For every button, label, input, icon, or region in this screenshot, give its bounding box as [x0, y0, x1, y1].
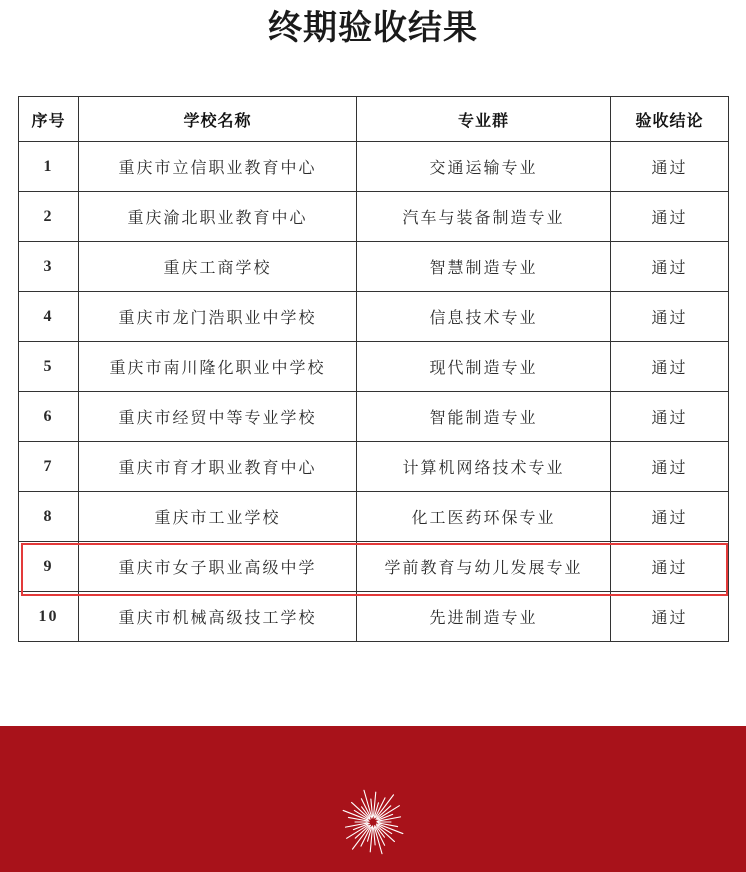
row-conclusion: 通过: [611, 342, 729, 392]
row-major-group: 学前教育与幼儿发展专业: [357, 542, 611, 592]
header-major-group: 专业群: [357, 97, 611, 142]
row-conclusion: 通过: [611, 192, 729, 242]
table-row: [19, 592, 729, 642]
row-school-name: 重庆渝北职业教育中心: [79, 192, 357, 242]
row-index: 8: [19, 492, 79, 542]
table-row: [19, 342, 729, 392]
row-school-name: 重庆市女子职业高级中学: [79, 542, 357, 592]
table-row: [19, 392, 729, 442]
row-conclusion: 通过: [611, 492, 729, 542]
row-school-name: 重庆市南川隆化职业中学校: [79, 342, 357, 392]
row-major-group: 先进制造专业: [357, 592, 611, 642]
row-school-name: 重庆市龙门浩职业中学校: [79, 292, 357, 342]
row-major-group: 智慧制造专业: [357, 242, 611, 292]
table-row: [19, 492, 729, 542]
row-index: 2: [19, 192, 79, 242]
row-school-name: 重庆市工业学校: [79, 492, 357, 542]
table-row: [19, 292, 729, 342]
results-table: [18, 96, 729, 642]
table-row: [19, 442, 729, 492]
table-row-highlighted: [19, 542, 729, 592]
firework-burst-icon: [333, 782, 413, 862]
header-index: 序号: [19, 97, 79, 142]
row-index: 3: [19, 242, 79, 292]
table-header-row: [19, 97, 729, 142]
row-index: 1: [19, 142, 79, 192]
row-conclusion: 通过: [611, 242, 729, 292]
row-conclusion: 通过: [611, 392, 729, 442]
page-title: 终期验收结果: [268, 8, 478, 48]
row-major-group: 现代制造专业: [357, 342, 611, 392]
row-school-name: 重庆市育才职业教育中心: [79, 442, 357, 492]
row-conclusion: 通过: [611, 292, 729, 342]
row-major-group: 信息技术专业: [357, 292, 611, 342]
table-row: [19, 242, 729, 292]
row-school-name: 重庆市机械高级技工学校: [79, 592, 357, 642]
table-row: [19, 192, 729, 242]
header-school-name: 学校名称: [79, 97, 357, 142]
row-conclusion: 通过: [611, 442, 729, 492]
table-row: [19, 142, 729, 192]
row-major-group: 计算机网络技术专业: [357, 442, 611, 492]
row-school-name: 重庆工商学校: [79, 242, 357, 292]
row-conclusion: 通过: [611, 142, 729, 192]
row-index: 6: [19, 392, 79, 442]
row-major-group: 智能制造专业: [357, 392, 611, 442]
row-index: 5: [19, 342, 79, 392]
row-school-name: 重庆市立信职业教育中心: [79, 142, 357, 192]
row-conclusion: 通过: [611, 542, 729, 592]
row-school-name: 重庆市经贸中等专业学校: [79, 392, 357, 442]
row-major-group: 交通运输专业: [357, 142, 611, 192]
row-major-group: 汽车与装备制造专业: [357, 192, 611, 242]
row-index: 10: [19, 592, 79, 642]
row-index: 4: [19, 292, 79, 342]
row-major-group: 化工医药环保专业: [357, 492, 611, 542]
row-conclusion: 通过: [611, 592, 729, 642]
header-conclusion: 验收结论: [611, 97, 729, 142]
row-index: 9: [19, 542, 79, 592]
row-index: 7: [19, 442, 79, 492]
